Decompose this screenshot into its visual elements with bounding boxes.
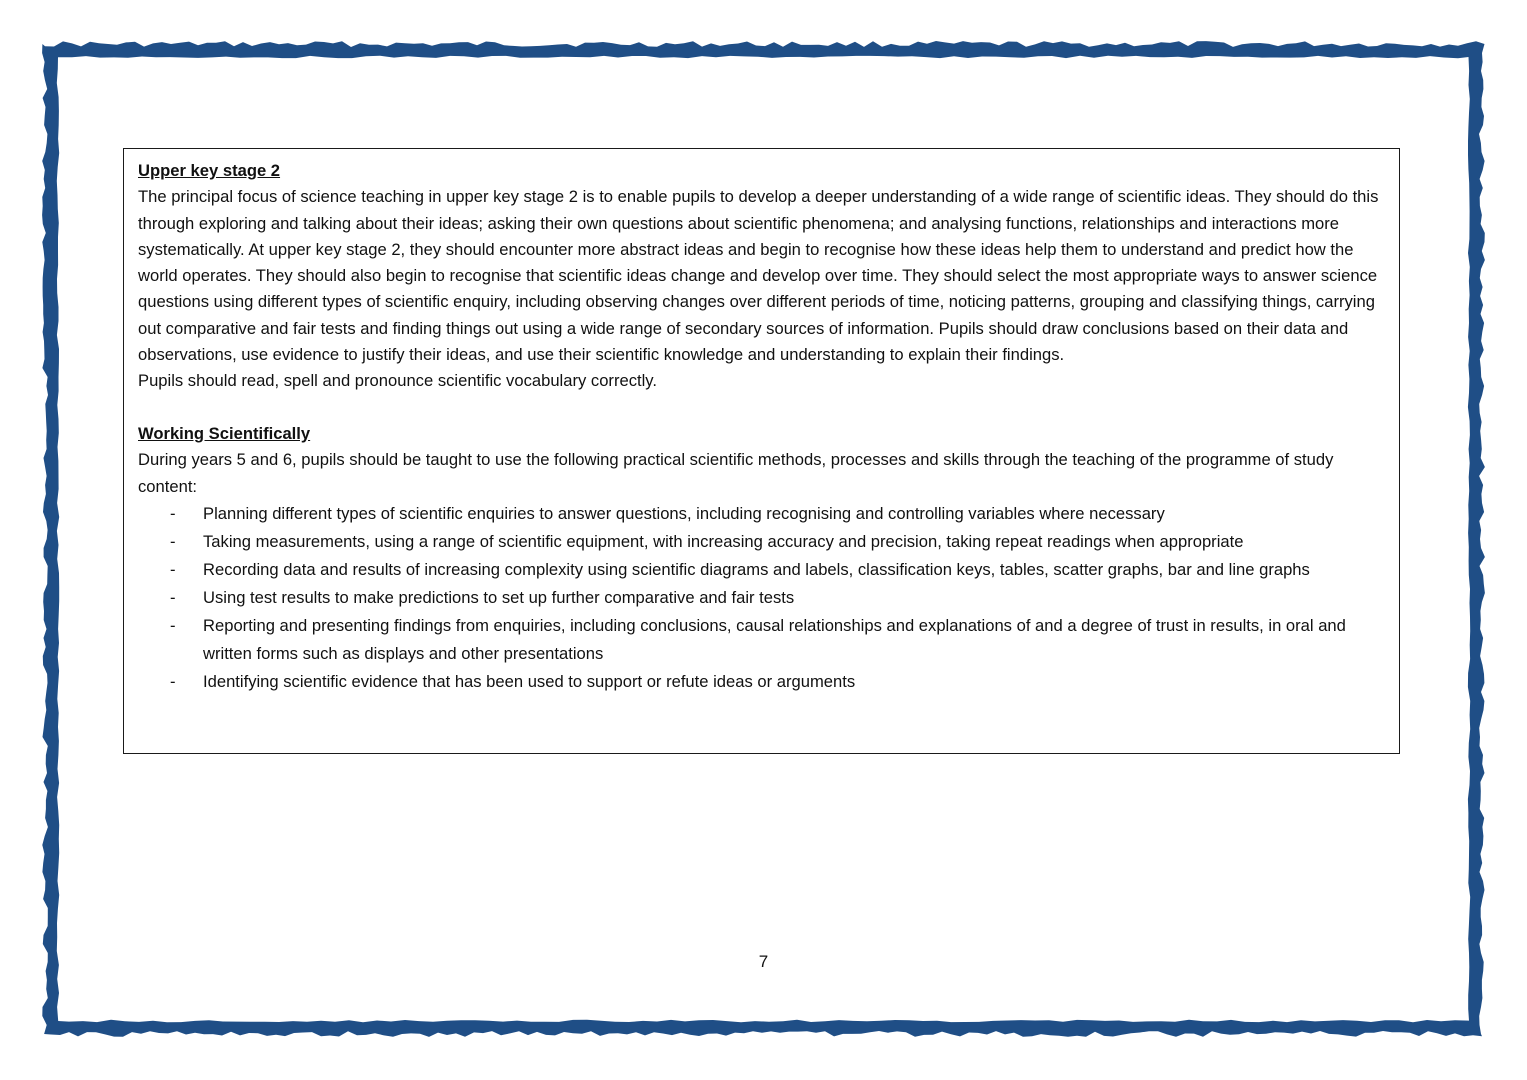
vocabulary-note: Pupils should read, spell and pronounce scientific vocabulary correctly.: [138, 371, 657, 391]
bullet-dash: -: [170, 559, 176, 579]
bullet-dash: -: [170, 587, 176, 607]
page-number: 7: [758, 952, 769, 971]
bullet-dash: -: [170, 531, 176, 551]
content-box: [123, 148, 1400, 754]
list-item: [138, 528, 1385, 556]
bullet-dash: -: [170, 615, 176, 635]
list-item-text: Identifying scientific evidence that has been used to support or refute ideas or arguments: [203, 671, 856, 691]
list-item: [138, 612, 1385, 668]
list-item: [138, 668, 1385, 696]
section-spacer: [138, 395, 1385, 421]
list-item-text: Using test results to make predictions to set up further comparative and fair tests: [203, 587, 795, 607]
working-scientifically-intro: During years 5 and 6, pupils should be taught to use the following practical scientific methods, processes and skills through the teaching of the programme of study content:: [138, 450, 1334, 496]
bullet-dash: -: [170, 503, 176, 523]
bullet-dash: -: [170, 671, 176, 691]
list-item: [138, 584, 1385, 612]
list-item-text: Recording data and results of increasing complexity using scientific diagrams and labels, classification keys, tables, scatter graphs, bar and line graphs: [203, 559, 1310, 579]
list-item-text: Taking measurements, using a range of scientific equipment, with increasing accuracy and precision, taking repeat readings when appropriate: [203, 531, 1244, 551]
intro-paragraph: The principal focus of science teaching in upper key stage 2 is to enable pupils to develop a deeper understanding of a wide range of scientific ideas. They should do this through exploring and talking about their ideas; asking their own questions about scientific phenomena; and analysing functions, relationships and interactions more systematically. At upper key stage 2, they should encounter more abstract ideas and begin to recognise how these ideas help them to understand and predict how the world operates. They should also begin to recognise that scientific ideas change and develop over time. They should select the most appropriate ways to answer science questions using different types of scientific enquiry, including observing changes over different periods of time, noticing patterns, grouping and classifying things, carrying out comparative and fair tests and finding things out using a wide range of secondary sources of information. Pupils should draw conclusions based on their data and observations, use evidence to justify their ideas, and use their scientific knowledge and understanding to explain their findings.: [138, 187, 1379, 365]
list-item-text: Reporting and presenting findings from enquiries, including conclusions, causal relationships and explanations of and a degree of trust in results, in oral and written forms such as displays and other presentations: [203, 615, 1346, 663]
skills-list: [138, 500, 1385, 696]
section-heading-working-scientifically: Working Scientifically: [138, 423, 311, 443]
list-item: [138, 500, 1385, 528]
section-heading-upper-key-stage-2: Upper key stage 2: [138, 161, 281, 180]
list-item: [138, 556, 1385, 584]
list-item-text: Planning different types of scientific enquiries to answer questions, including recognising and controlling variables where necessary: [203, 503, 1165, 523]
